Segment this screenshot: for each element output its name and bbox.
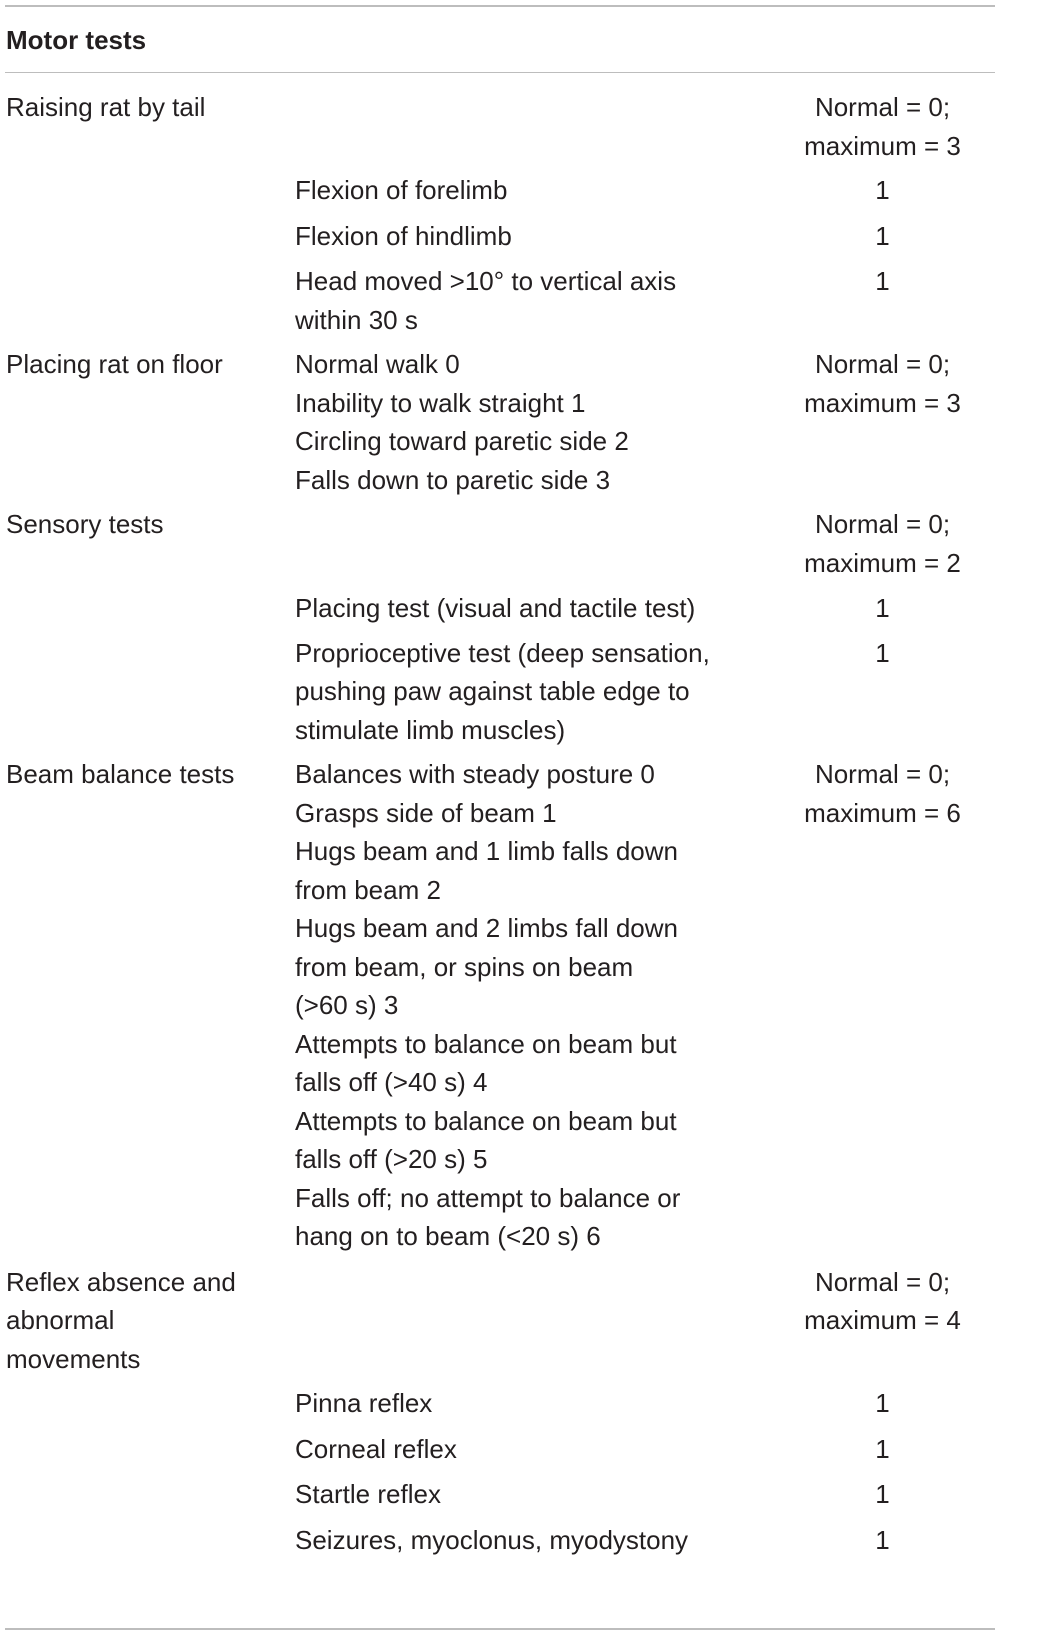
description-cell [295,1475,760,1514]
description-cell [295,262,760,339]
table-row [0,1263,1039,1379]
score-line: Normal = 0; [814,1266,951,1297]
table-row [0,345,1039,499]
description-line: Proprioceptive test (deep sensation, [295,637,710,668]
motor-tests-table [0,88,1039,1559]
table-row [0,262,1039,339]
table-row [0,634,1039,750]
description-line: Startle reflex [295,1479,441,1509]
description-line: Head moved >10° to vertical axis [295,266,677,296]
table-row [0,1430,1039,1469]
description-line: pushing paw against table edge to [295,676,690,706]
description-line: Placing test (visual and tactile test) [295,593,696,623]
test-name-cell [0,1263,295,1379]
description-line: within 30 s [295,304,418,335]
score-cell [760,345,1005,422]
test-name-cell [0,345,295,384]
test-name-cell [0,755,295,794]
description-line: Attempts to balance on beam but [295,1105,677,1136]
description-line: stimulate limb muscles) [295,714,566,745]
description-line: Hugs beam and 2 limbs fall down [295,913,678,943]
score-line: Normal = 0; [814,92,951,122]
description-line: Corneal reflex [295,1433,457,1464]
description-line: Flexion of hindlimb [295,220,512,251]
description-cell [295,589,760,628]
score-line: 1 [875,220,890,251]
description-line: Hugs beam and 1 limb falls down [295,836,678,866]
table-row [0,1521,1039,1560]
table-row [0,171,1039,210]
score-cell [760,262,1005,301]
description-line: Pinna reflex [295,1388,433,1418]
test-name-line: Sensory tests [6,509,164,539]
score-line: maximum = 6 [804,797,961,828]
description-line: (>60 s) 3 [295,990,399,1020]
description-cell [295,217,760,256]
score-line: maximum = 3 [804,130,961,161]
table-row [0,217,1039,256]
score-line: 1 [875,1388,890,1418]
test-name-line: movements [6,1343,141,1374]
score-cell [760,217,1005,256]
score-cell [760,88,1005,165]
test-name-cell [0,88,295,127]
description-cell [295,345,760,499]
score-line: 1 [875,1433,890,1464]
description-line: Inability to walk straight 1 [295,387,586,418]
description-line: Normal walk 0 [295,349,460,379]
score-line: Normal = 0; [814,759,951,789]
description-line: Falls off; no attempt to balance or [295,1182,681,1213]
score-cell [760,589,1005,628]
description-line: Seizures, myoclonus, myodystony [295,1524,689,1555]
score-line: 1 [875,266,890,296]
table-row [0,505,1039,582]
score-cell [760,634,1005,673]
score-cell [760,1430,1005,1469]
description-line: falls off (>40 s) 4 [295,1067,488,1097]
table-bottom-rule [5,1628,995,1630]
score-line: maximum = 3 [804,387,961,418]
table-row [0,755,1039,1256]
score-line: Normal = 0; [814,509,951,539]
description-line: Circling toward paretic side 2 [295,426,629,456]
description-line: Grasps side of beam 1 [295,797,557,828]
table-row [0,1384,1039,1423]
table-row [0,1475,1039,1514]
score-line: maximum = 2 [804,547,961,578]
score-cell [760,1384,1005,1423]
score-cell [760,1263,1005,1340]
test-name-line: Raising rat by tail [6,92,206,122]
description-line: from beam, or spins on beam [295,951,634,982]
test-name-line: Beam balance tests [6,759,235,789]
description-cell [295,171,760,210]
table-row [0,589,1039,628]
score-cell [760,171,1005,210]
description-cell [295,1521,760,1560]
score-line: 1 [875,593,890,623]
description-cell [295,755,760,1256]
test-name-line: abnormal [6,1305,115,1335]
test-name-line: Reflex absence and [6,1266,236,1297]
description-line: from beam 2 [295,874,441,905]
description-line: Attempts to balance on beam but [295,1028,677,1059]
description-line: Flexion of forelimb [295,175,508,205]
score-line: 1 [875,175,890,205]
description-line: Balances with steady posture 0 [295,759,655,789]
score-cell [760,1475,1005,1514]
description-line: hang on to beam (<20 s) 6 [295,1221,601,1251]
score-line: maximum = 4 [804,1305,961,1335]
table-top-rule [5,5,995,7]
test-name-cell [0,505,295,544]
table-row [0,88,1039,165]
table-header: Motor tests [6,25,147,55]
score-line: 1 [875,1479,890,1509]
score-line: Normal = 0; [814,349,951,379]
score-line: 1 [875,1524,890,1555]
description-cell [295,1430,760,1469]
score-line: 1 [875,637,890,668]
score-cell [760,505,1005,582]
description-cell [295,634,760,750]
score-cell [760,1521,1005,1560]
description-line: falls off (>20 s) 5 [295,1144,488,1174]
description-line: Falls down to paretic side 3 [295,464,611,495]
header-rule [5,72,995,73]
description-cell [295,1384,760,1423]
test-name-line: Placing rat on floor [6,349,223,379]
score-cell [760,755,1005,832]
